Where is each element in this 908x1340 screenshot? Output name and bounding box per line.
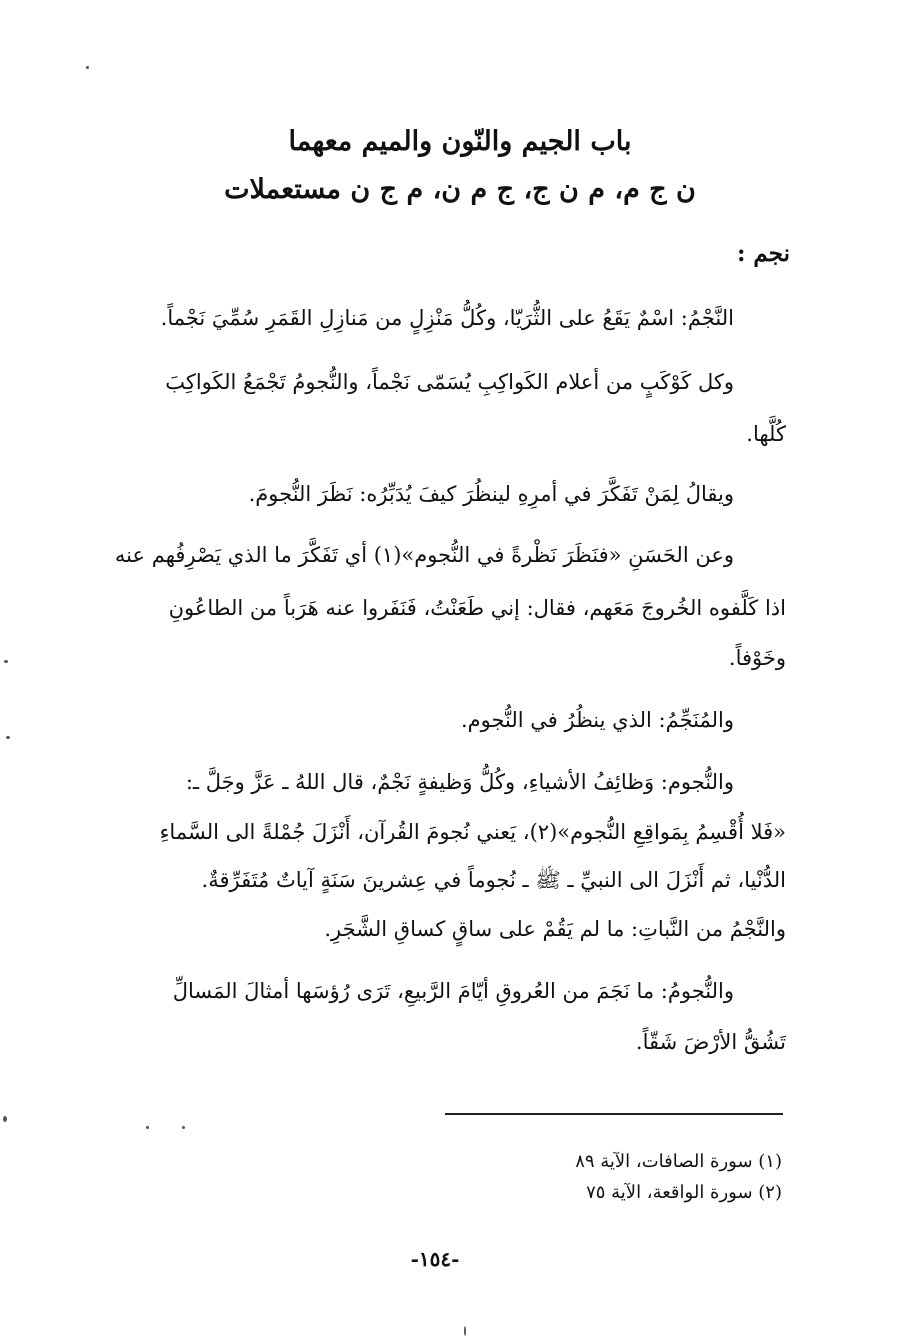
chapter-subtitle-roots: ن ج م، م ن ج، ج م ن، م ج ن مستعملات <box>224 174 696 205</box>
footnote-divider <box>445 1113 783 1115</box>
scan-speck <box>182 1126 185 1129</box>
text-line: اذا كَلَّفوه الخُروجَ مَعَهم، فقال: إني طَعَنْتُ، فَنَفَروا عنه هَرَباً من الطاعُونِ <box>168 596 786 620</box>
text-line: وعن الحَسَنِ «فنَظَرَ نَظْرةً في النُّجوم»(١) أي تَفَكَّرَ ما الذي يَصْرِفُهم عنه <box>114 543 734 567</box>
text-line: كُلَّها. <box>746 422 786 446</box>
scan-speck <box>86 66 89 69</box>
text-line: والمُنَجِّمُ: الذي ينظُرُ في النُّجوم. <box>460 708 734 732</box>
text-line: ويقالُ لِمَنْ تَفَكَّرَ في أمرِهِ لينظُرَ كيفَ يُدَبِّرُه: نَظَرَ النُّجومَ. <box>248 482 734 506</box>
chapter-title: باب الجيم والنّون والميم معهما <box>288 126 632 157</box>
scan-speck <box>3 1116 7 1122</box>
scan-speck <box>6 736 10 739</box>
text-line: والنَّجْمُ من النَّباتِ: ما لم يَقُمْ على ساقٍ كساقِ الشَّجَرِ. <box>324 917 786 941</box>
scan-speck <box>464 1326 466 1336</box>
text-line: والنُّجوم: وَظائِفُ الأشياءِ، وكُلُّ وَظيفةٍ نَجْمٌ، قال اللهُ ـ عَزَّ وجَلَّ ـ: <box>185 770 734 794</box>
page-number: -١٥٤- <box>410 1247 460 1271</box>
text-line: وخَوْفاً. <box>728 646 786 670</box>
footnote-2: (٢) سورة الواقعة، الآية ٧٥ <box>586 1182 782 1203</box>
scan-speck <box>146 1126 149 1129</box>
text-line: الدُّنْيا، ثم أَنْزَلَ الى النبيِّ ـ ﷺ ـ نُجوماً في عِشرينَ سَنَةٍ آياتٌ مُتَفَرِّقةٌ. <box>201 868 786 892</box>
footnote-1: (١) سورة الصافات، الآية ٨٩ <box>575 1151 782 1172</box>
text-line: النَّجْمُ: اسْمٌ يَقَعُ على الثُّرَيّا، وكُلُّ مَنْزِلٍ من مَنازِلِ القَمَرِ سُمِّيَ نَجْماً. <box>160 306 734 330</box>
text-line: تَشُقُّ الأرْضَ شَقّاً. <box>635 1030 786 1054</box>
entry-headword: نجم : <box>736 240 790 267</box>
text-line: «فَلا أُقْسِمُ بِمَواقِعِ النُّجوم»(٢)، يَعني نُجومَ القُرآن، أَنْزَلَ جُمْلةً الى السَّماءِ <box>159 820 786 844</box>
scan-speck <box>4 660 8 663</box>
text-line: والنُّجومُ: ما نَجَمَ من العُروقِ أيّامَ الرَّبيعِ، تَرَى رُؤسَها أمثالَ المَسالِّ <box>172 979 734 1003</box>
text-line: وكل كَوْكَبٍ من أعلام الكَواكِبِ يُسَمّى نَجْماً، والنُّجومُ تَجْمَعُ الكَواكِبَ <box>165 370 734 394</box>
